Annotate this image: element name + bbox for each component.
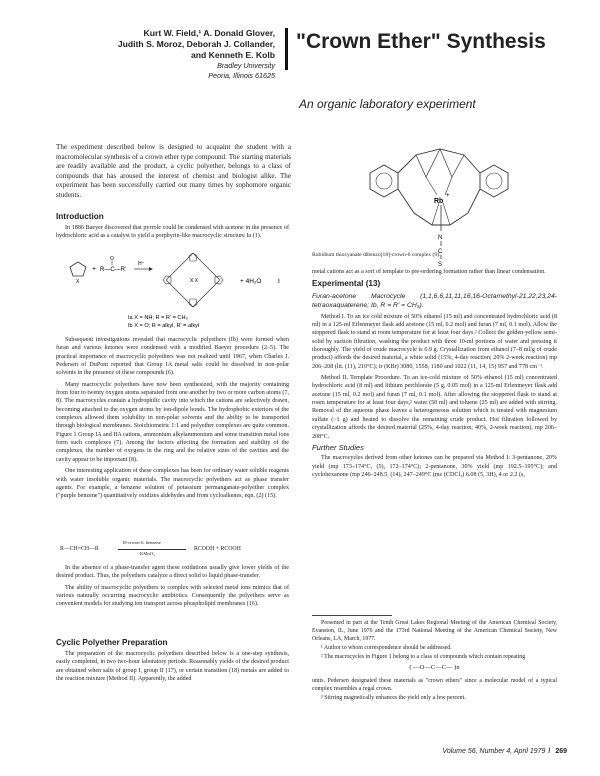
- footnote-rule: [312, 615, 392, 616]
- eq2-condition-bottom: KMnO₄: [140, 551, 155, 556]
- author-line-2: Judith S. Moroz, Deborah J. Collander,: [117, 39, 275, 49]
- intro-paragraph-5: In the absence of a phase-transfer agent these oxidations usually give lower yields of the desired product. Thus, the polyethers catalyze a direct solid to liquid phase-transfer.: [56, 565, 289, 580]
- eq-product-label: I: [278, 278, 280, 285]
- equation-2: [60, 541, 285, 559]
- eq2-product: RCOOH + RCOOH: [194, 546, 241, 552]
- metal-label: Rb: [434, 198, 444, 205]
- method-1: Method I. To an ice cold mixture of 50% ethanol (15 ml) and concentrated hydrochloric acid (8 ml) in a 125-ml Erlenmeyer flask add acetone (15 ml, 0.2 mol) and furan (7 ml, 0.1 mol). Allow the stoppered flask to stand at room temperature for at least four days.² Collect the golden-yellow semi-solid by suction filtration, washing the product with three 10-ml portions of water and pressing it thoroughly. The yield of crude macrocycle is 6.9 g. Crystallization from ethanol (7–8 ml/g of crude product) affords the desired material, a white solid (15%, 4-day reaction; 20% 2-week reaction) mp 206–208 (lit. (11), 210°C); ir (KBr) 3080, 1558, 1180 and 1022 (11, 14, 15) 957 and 778 cm⁻¹.: [312, 313, 557, 370]
- intro-paragraph-6: The ability of macrocyclic polyethers to complex with selected metal ions mimics that of various naturally occurring macrocyclic antibiotics. Consequently the polyethers serve as convenient models for studying ion transport across phospholipid membranes (16).: [56, 584, 289, 608]
- eq-definition-a: Ia X = NH; R = R' = CH₃: [128, 315, 188, 321]
- author-line-3: and Kenneth E. Kolb: [190, 50, 275, 60]
- benzo-ring-right: [480, 165, 508, 197]
- location: Peoria, Illinois 61625: [208, 70, 275, 80]
- intro-paragraph-1: In 1886 Baeyer discovered that pyrrole could be condensed with acetone in the presence of hydrochloric acid as a catalyst to yield a porphyrin-like macrocyclic structure Ia (1).: [56, 225, 289, 240]
- cyclic-paragraph-1: The preparation of the macrocyclic polyethers described below is a one-step synthesis, easily completed, in two two-hour laboratory periods. Reasonably yields of the desired product are obtained when salts of group I, group II (17), or certain transition (18) metals are added to the reaction mixture (Method II). Apparently, the added: [56, 651, 289, 683]
- intro-paragraph-4: One interesting application of these complexes has been for ordinary water soluble reagents with water insoluble organic materials. The macrocyclic polyethers act as phase transfer agents. For example, a benzene solution of potassium permanganate-polyether complex ("purple benzene") quantitatively oxidizes aldehydes and from cycloalkenes, eqn. (2) (15).: [56, 468, 289, 500]
- footnote-1: ¹ Author to whom correspondence should be addressed.: [321, 645, 452, 651]
- footnote-3: ³ Stirring magnetically enhances the yield only a few percent.: [321, 695, 466, 701]
- crown-upper-chain: [398, 149, 480, 173]
- eq-reagent: R—C—R': [100, 267, 127, 273]
- carbonyl-oxygen: O: [110, 256, 114, 262]
- footnote-2-continued: units. Pedersen designated these materials as "crown ethers" since a molecular model of a typical complex resembles a regal crown.: [312, 678, 557, 692]
- sulfur-label: S: [438, 262, 443, 268]
- arrow-head: [149, 267, 153, 271]
- benzo-aromatic-right: [486, 173, 502, 189]
- crown-ether-figure: [330, 133, 570, 268]
- right-column-body: [312, 268, 557, 479]
- experimental-heading: Experimental (13): [312, 279, 381, 289]
- further-studies-heading: Further Studies: [312, 442, 364, 452]
- further-studies: The macrocycles derived from other ketones can be prepared via Method I: 3-pentanone, 20% yield (mp 173–174°C, (5), 172–174°C); 2-pentanone, 30% yield (mp 192.5–195°C); and cyclohexanone (mp 246–248.5, (14), 247–249°C (mc (CDCl₃) 6.08 (5, 3H), 4 or 2.2 (s,: [312, 455, 557, 478]
- footnote-2: ² The macrocycles in Figure 1 belong to a class of compounds which contain repeating: [321, 654, 526, 660]
- author-line-1: Kurt W. Field,¹ A. Donald Glover,: [143, 28, 275, 38]
- eq2-reactant: R—CH=CH—R: [60, 546, 99, 552]
- eq-definition-b: Ib X = O; R = alkyl, R' = alkyl: [128, 323, 200, 329]
- benzo-ring-left: [370, 165, 398, 197]
- footnotes: [312, 619, 557, 702]
- eq-water: + 4H₂O: [240, 278, 262, 285]
- repeat-unit: ( —O—C—C— )n: [409, 664, 460, 671]
- template-paragraph: metal cations act as a sort of template to pre-ordering formation rather than linear condensation.: [312, 269, 546, 275]
- abstract: The experiment described below is designed to acquaint the student with a macromolecular synthesis of a crown ether type compound. The starting materials are readily available and the product, a cyclic polyether, belongs to a class of compounds that has aroused the interest of chemist and biologist alike. The experiment has been successfully carried out many times by sophomore organic students.: [56, 143, 291, 199]
- title-divider: [285, 28, 288, 70]
- article-subtitle: An organic laboratory experiment: [299, 97, 476, 111]
- figure-caption: Rubidium thiocyanate dibenzo[18]-crown-6 complex (9).: [312, 252, 441, 258]
- author-block: [70, 28, 275, 80]
- introduction-section: [56, 212, 289, 241]
- presented-note: Presented in part at the Tenth Great Lakes Regional Meeting of the American Chemical Society, Evanston, IL, June 1976 and the 173rd National Meeting of the American Chemical Society, New Orleans, LA, March, 1977.: [312, 620, 557, 642]
- compound-name: Furan-acetone Macrocycle (1,1,6,6,11,11,16,16-Octamethyl-21,22,23,24-tetraoxaquaterene; Ib, R = R' = CH₃).: [312, 292, 557, 309]
- macrocycle-ring-left: [163, 276, 171, 284]
- introduction-body: [56, 224, 289, 241]
- cyclic-heading: Cyclic Polyether Preparation: [56, 638, 168, 647]
- page-number: 269: [555, 748, 567, 755]
- article-title: "Crown Ether" Synthesis: [296, 30, 546, 53]
- coordination-bond-2: [443, 203, 450, 225]
- coordination-bond-3: [426, 177, 437, 195]
- crown-lower-chain: [398, 189, 480, 225]
- cyclic-body: [56, 650, 289, 683]
- coordination-bond-1: [432, 203, 439, 225]
- institution: Bradley University: [217, 61, 275, 70]
- macrocycle-ring-top: [189, 253, 197, 261]
- method-2: Method II. Template Procedure. To an ice-cold mixture of 50% ethanol (15 ml) concentrated hydrochloric acid (8 ml) and lithium perchlorate (5 g, 0.05 mol) in a 125-ml Erlenmeyer flask add acetone (15 ml, 0.2 mol) and furan (7 ml, 0.1 mol). After allowing the stoppered flask to stand at room temperature for at least four days,² water (50 ml) and toluene (25 ml) are added with stirring. Removal of the aqueous phase leaves a heterogeneous solution which is treated with magnesium sulfate (~1 g) and heated to dissolve the remaining crude product. Hot filtration followed by crystallization affords the desired material (25%, 4-day reaction; 40%, 2-week reaction), mp 206–208°C.: [312, 375, 557, 440]
- metal-charge: +: [446, 193, 450, 199]
- macrocycle-ring-bottom: [189, 299, 197, 307]
- heterocycle-ring: [70, 262, 86, 276]
- macrocycle-heteroatom: X X: [190, 278, 199, 284]
- intro-paragraph-3: Many macrocyclic polyethers have now been synthesized, with the majority containing from four to twenty oxygen atoms separated from one another by two or more carbon atoms (7, 8). The macrocycles contain a hydrophilic cavity into which the cations are selectively drawn, becoming attached to the oxygen atoms by ion-dipole bonds. The hydrophobic exteriors of the complexes allowed them solubility in non-polar solvents and the ability to be transported through biological membranes. Stoichiometric 1:1 and polyether complexes are quite common. Figure 1 Group IA and IIA cations, ammonium alkylammonium and some transition metal ions form such complexes (7). Among the factors affecting the formation and stability of the complexes, the number of oxygens in the ring and the relative sizes of the cavities and the cavity appear to be important (8).: [56, 381, 289, 463]
- equation-1-scheme: [56, 253, 289, 333]
- benzo-aromatic-left: [376, 173, 392, 189]
- intro-continued: [56, 336, 289, 501]
- eq2-arrow: [118, 549, 186, 550]
- macrocycle-ring-right: [215, 276, 223, 284]
- eq2-condition-top: 18-crown-6, benzene: [122, 540, 161, 545]
- intro-paragraph-2: Subsequent investigations revealed that macrocyclic polyethers (Ib) were formed when furan and various ketones were condensed with a modified Baeyer procedure (2–5). The practical importance of macrocyclic polyethers was not realized until 1967, when Charles J. Pedersen of DuPont reported that Group IA metal salts could be dissolved in non-polar solvents in the presence of these compounds (6).: [56, 337, 289, 377]
- crown-front-bond: [416, 149, 440, 177]
- separator: /: [548, 748, 551, 755]
- crown-back-bond: [440, 149, 464, 177]
- cyclic-section: [56, 638, 289, 683]
- page-footer: [442, 748, 567, 755]
- eq-catalyst: H⁺: [138, 261, 145, 267]
- intro-end: [56, 564, 289, 609]
- introduction-heading: Introduction: [56, 212, 104, 221]
- journal-issue: Volume 56, Number 4, April 1979: [442, 748, 546, 755]
- ring-heteroatom: X: [76, 279, 80, 285]
- nitrogen-label: N: [438, 235, 443, 241]
- eq-plus-1: +: [92, 266, 97, 273]
- carbon-label: C: [438, 249, 443, 255]
